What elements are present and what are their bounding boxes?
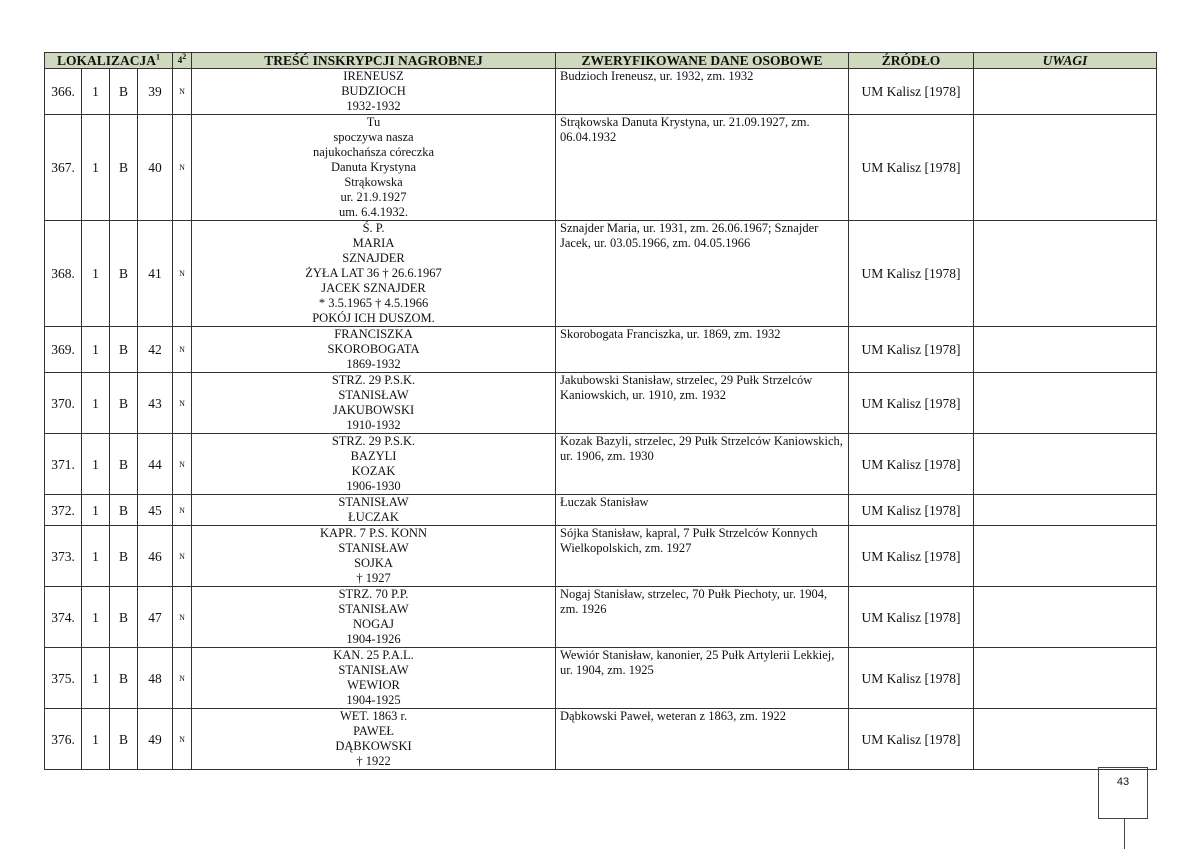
inscription-line: najukochańsza córeczka xyxy=(312,145,435,159)
inscription-line: * 3.5.1965 † 4.5.1966 xyxy=(318,296,429,310)
inscription-line: STRZ. 29 P.S.K. xyxy=(331,434,416,448)
row-number: 366. xyxy=(45,69,82,115)
inscription-line: Strąkowska xyxy=(344,175,403,189)
row-col-a: 1 xyxy=(82,221,110,327)
header-uwagi: UWAGI xyxy=(974,53,1157,69)
row-col-flag: N xyxy=(173,648,192,709)
inscription-cell xyxy=(192,709,556,770)
verified-data-cell: Strąkowska Danuta Krystyna, ur. 21.09.1927, zm. 06.04.1932 xyxy=(556,115,849,221)
row-col-c: 43 xyxy=(138,373,173,434)
row-col-b: B xyxy=(110,648,138,709)
row-col-b: B xyxy=(110,115,138,221)
row-col-b: B xyxy=(110,526,138,587)
inscription-line: POKÓJ ICH DUSZOM. xyxy=(312,311,435,325)
row-col-c: 42 xyxy=(138,327,173,373)
inscription-line: 1910-1932 xyxy=(346,418,401,432)
table-row xyxy=(45,587,1157,648)
inscription-line: SKOROBOGATA xyxy=(327,342,420,356)
row-col-a: 1 xyxy=(82,69,110,115)
inscription-line: 1904-1925 xyxy=(346,693,401,707)
row-number: 374. xyxy=(45,587,82,648)
inscription-line: MARIA xyxy=(352,236,395,250)
page-divider-line xyxy=(1124,818,1125,849)
row-col-flag: N xyxy=(173,373,192,434)
notes-cell xyxy=(974,587,1157,648)
inscription-line: WET. 1863 r. xyxy=(339,709,408,723)
burial-records-table xyxy=(44,52,1157,770)
inscription-cell xyxy=(192,69,556,115)
row-col-b: B xyxy=(110,221,138,327)
inscription-line: STANISŁAW xyxy=(338,541,409,555)
inscription-line: DĄBKOWSKI xyxy=(335,739,412,753)
inscription-line: KOZAK xyxy=(351,464,396,478)
inscription-line: 1906-1930 xyxy=(346,479,401,493)
header-tresc: TREŚĆ INSKRYPCJI NAGROBNEJ xyxy=(192,53,556,69)
row-col-c: 40 xyxy=(138,115,173,221)
inscription-cell xyxy=(192,526,556,587)
source-cell: UM Kalisz [1978] xyxy=(849,327,974,373)
table-row xyxy=(45,69,1157,115)
row-col-flag: N xyxy=(173,526,192,587)
inscription-cell xyxy=(192,434,556,495)
notes-cell xyxy=(974,434,1157,495)
source-cell: UM Kalisz [1978] xyxy=(849,526,974,587)
notes-cell xyxy=(974,115,1157,221)
notes-cell xyxy=(974,69,1157,115)
inscription-line: 1932-1932 xyxy=(346,99,401,113)
row-col-c: 41 xyxy=(138,221,173,327)
inscription-line: KAN. 25 P.A.L. xyxy=(333,648,414,662)
row-number: 376. xyxy=(45,709,82,770)
source-cell: UM Kalisz [1978] xyxy=(849,373,974,434)
inscription-line: ŻYŁA LAT 36 † 26.6.1967 xyxy=(305,266,442,280)
inscription-line: WEWIOR xyxy=(347,678,400,692)
row-col-flag: N xyxy=(173,434,192,495)
row-col-b: B xyxy=(110,709,138,770)
row-col-a: 1 xyxy=(82,648,110,709)
inscription-cell xyxy=(192,373,556,434)
inscription-line: 1869-1932 xyxy=(346,357,401,371)
inscription-line: ur. 21.9.1927 xyxy=(340,190,407,204)
table-row xyxy=(45,526,1157,587)
source-cell: UM Kalisz [1978] xyxy=(849,69,974,115)
row-col-b: B xyxy=(110,434,138,495)
row-number: 371. xyxy=(45,434,82,495)
row-col-a: 1 xyxy=(82,709,110,770)
row-col-c: 46 xyxy=(138,526,173,587)
row-col-b: B xyxy=(110,69,138,115)
inscription-line: SZNAJDER xyxy=(342,251,405,265)
verified-data-cell: Jakubowski Stanisław, strzelec, 29 Pułk Strzelców Kaniowskich, ur. 1910, zm. 1932 xyxy=(556,373,849,434)
verified-data-cell: Budzioch Ireneusz, ur. 1932, zm. 1932 xyxy=(556,69,849,115)
notes-cell xyxy=(974,373,1157,434)
inscription-line: BUDZIOCH xyxy=(341,84,406,98)
row-number: 372. xyxy=(45,495,82,526)
row-col-c: 39 xyxy=(138,69,173,115)
inscription-line: † 1922 xyxy=(356,754,391,768)
source-cell: UM Kalisz [1978] xyxy=(849,587,974,648)
inscription-cell xyxy=(192,221,556,327)
notes-cell xyxy=(974,648,1157,709)
row-col-a: 1 xyxy=(82,327,110,373)
notes-cell xyxy=(974,526,1157,587)
row-col-flag: N xyxy=(173,709,192,770)
inscription-line: JAKUBOWSKI xyxy=(332,403,415,417)
header-zrodlo: ŹRÓDŁO xyxy=(849,53,974,69)
inscription-cell xyxy=(192,327,556,373)
table-row xyxy=(45,327,1157,373)
inscription-line: FRANCISZKA xyxy=(334,327,413,341)
row-col-c: 48 xyxy=(138,648,173,709)
inscription-line: spoczywa nasza xyxy=(333,130,414,144)
inscription-cell xyxy=(192,587,556,648)
row-col-b: B xyxy=(110,327,138,373)
source-cell: UM Kalisz [1978] xyxy=(849,115,974,221)
page-number-box xyxy=(1098,767,1148,819)
verified-data-cell: Nogaj Stanisław, strzelec, 70 Pułk Piechoty, ur. 1904, zm. 1926 xyxy=(556,587,849,648)
row-number: 373. xyxy=(45,526,82,587)
table-row xyxy=(45,495,1157,526)
header-lokalizacja: LOKALIZACJA$^1$ xyxy=(45,53,173,69)
verified-data-cell: Dąbkowski Paweł, weteran z 1863, zm. 1922 xyxy=(556,709,849,770)
inscription-line: JACEK SZNAJDER xyxy=(321,281,426,295)
row-number: 375. xyxy=(45,648,82,709)
notes-cell xyxy=(974,709,1157,770)
table-row xyxy=(45,373,1157,434)
inscription-line: STRZ. 29 P.S.K. xyxy=(331,373,416,387)
inscription-line: BAZYLI xyxy=(350,449,397,463)
inscription-line: um. 6.4.1932. xyxy=(338,205,409,219)
header-col4: $4^2$ xyxy=(173,53,192,69)
row-number: 368. xyxy=(45,221,82,327)
source-cell: UM Kalisz [1978] xyxy=(849,221,974,327)
notes-cell xyxy=(974,221,1157,327)
row-col-flag: N xyxy=(173,115,192,221)
inscription-line: † 1927 xyxy=(356,571,391,585)
verified-data-cell: Skorobogata Franciszka, ur. 1869, zm. 1932 xyxy=(556,327,849,373)
row-col-a: 1 xyxy=(82,495,110,526)
inscription-line: STANISŁAW xyxy=(338,495,409,509)
row-number: 369. xyxy=(45,327,82,373)
row-col-flag: N xyxy=(173,495,192,526)
inscription-line: STANISŁAW xyxy=(338,602,409,616)
row-col-a: 1 xyxy=(82,434,110,495)
row-col-a: 1 xyxy=(82,115,110,221)
inscription-cell xyxy=(192,648,556,709)
source-cell: UM Kalisz [1978] xyxy=(849,495,974,526)
row-col-b: B xyxy=(110,495,138,526)
inscription-line: SOJKA xyxy=(354,556,393,570)
row-number: 367. xyxy=(45,115,82,221)
inscription-line: ŁUCZAK xyxy=(348,510,399,524)
row-col-a: 1 xyxy=(82,373,110,434)
row-col-c: 47 xyxy=(138,587,173,648)
inscription-line: Tu xyxy=(366,115,381,129)
row-col-c: 49 xyxy=(138,709,173,770)
table-row xyxy=(45,115,1157,221)
row-col-flag: N xyxy=(173,327,192,373)
inscription-line: KAPR. 7 P.S. KONN xyxy=(320,526,427,540)
table-row xyxy=(45,221,1157,327)
inscription-cell xyxy=(192,115,556,221)
row-col-flag: N xyxy=(173,69,192,115)
header-dane: ZWERYFIKOWANE DANE OSOBOWE xyxy=(556,53,849,69)
verified-data-cell: Wewiór Stanisław, kanonier, 25 Pułk Artylerii Lekkiej, ur. 1904, zm. 1925 xyxy=(556,648,849,709)
inscription-line: STANISŁAW xyxy=(338,388,409,402)
row-col-a: 1 xyxy=(82,526,110,587)
row-col-c: 44 xyxy=(138,434,173,495)
inscription-line: NOGAJ xyxy=(353,617,394,631)
verified-data-cell: Sznajder Maria, ur. 1931, zm. 26.06.1967; Sznajder Jacek, ur. 03.05.1966, zm. 04.05.1966 xyxy=(556,221,849,327)
inscription-cell xyxy=(192,495,556,526)
inscription-line: Ś. P. xyxy=(362,221,385,235)
table-row xyxy=(45,709,1157,770)
row-col-b: B xyxy=(110,587,138,648)
verified-data-cell: Sójka Stanisław, kapral, 7 Pułk Strzelców Konnych Wielkopolskich, zm. 1927 xyxy=(556,526,849,587)
inscription-line: Danuta Krystyna xyxy=(330,160,417,174)
row-col-a: 1 xyxy=(82,587,110,648)
source-cell: UM Kalisz [1978] xyxy=(849,434,974,495)
source-cell: UM Kalisz [1978] xyxy=(849,648,974,709)
notes-cell xyxy=(974,327,1157,373)
row-col-c: 45 xyxy=(138,495,173,526)
table-row xyxy=(45,648,1157,709)
row-col-flag: N xyxy=(173,587,192,648)
source-cell: UM Kalisz [1978] xyxy=(849,709,974,770)
verified-data-cell: Łuczak Stanisław xyxy=(556,495,849,526)
table-row xyxy=(45,434,1157,495)
notes-cell xyxy=(974,495,1157,526)
table-body xyxy=(45,69,1157,770)
page-number: 43 xyxy=(1116,776,1130,788)
row-col-flag: N xyxy=(173,221,192,327)
row-number: 370. xyxy=(45,373,82,434)
inscription-line: IRENEUSZ xyxy=(343,69,404,83)
inscription-line: PAWEŁ xyxy=(353,724,394,738)
inscription-line: 1904-1926 xyxy=(346,632,401,646)
inscription-line: STANISŁAW xyxy=(338,663,409,677)
inscription-line: STRZ. 70 P.P. xyxy=(338,587,409,601)
table-header xyxy=(45,53,1157,69)
row-col-b: B xyxy=(110,373,138,434)
verified-data-cell: Kozak Bazyli, strzelec, 29 Pułk Strzelców Kaniowskich, ur. 1906, zm. 1930 xyxy=(556,434,849,495)
